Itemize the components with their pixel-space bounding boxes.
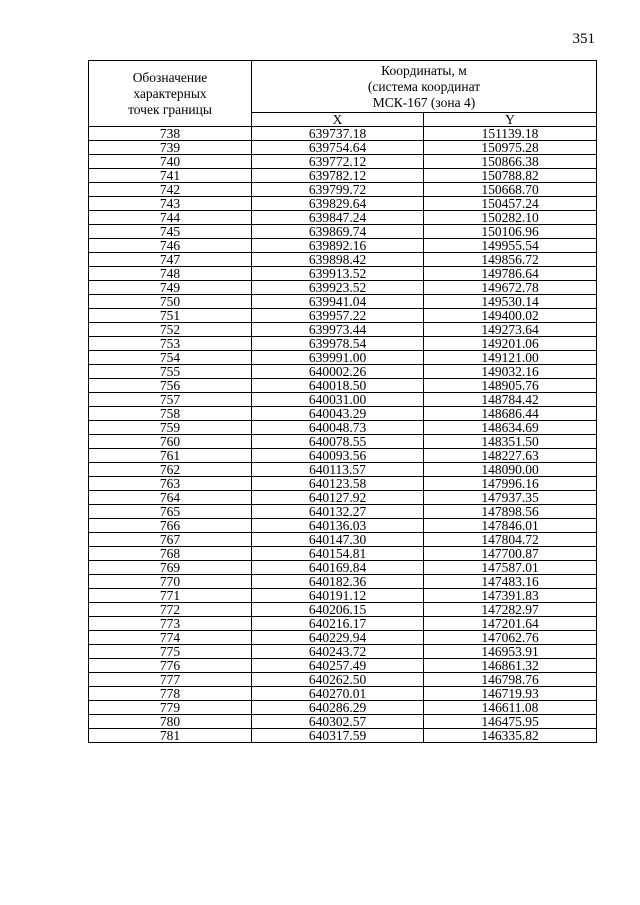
point-id-cell: 756 bbox=[89, 379, 252, 393]
x-coordinate-cell: 640243.72 bbox=[252, 645, 424, 659]
point-id-cell: 754 bbox=[89, 351, 252, 365]
point-id-cell: 764 bbox=[89, 491, 252, 505]
point-id-cell: 781 bbox=[89, 729, 252, 743]
coordinates-header bbox=[252, 61, 597, 113]
y-coordinate-cell: 149955.54 bbox=[424, 239, 597, 253]
point-id-cell: 743 bbox=[89, 197, 252, 211]
table-row bbox=[89, 141, 597, 155]
y-coordinate-cell: 147201.64 bbox=[424, 617, 597, 631]
point-id-cell: 758 bbox=[89, 407, 252, 421]
table-row bbox=[89, 309, 597, 323]
table-row bbox=[89, 379, 597, 393]
table-row bbox=[89, 407, 597, 421]
y-coordinate-cell: 148351.50 bbox=[424, 435, 597, 449]
x-coordinate-cell: 640031.00 bbox=[252, 393, 424, 407]
y-coordinate-cell: 149201.06 bbox=[424, 337, 597, 351]
point-id-cell: 772 bbox=[89, 603, 252, 617]
x-coordinate-cell: 640317.59 bbox=[252, 729, 424, 743]
point-id-cell: 739 bbox=[89, 141, 252, 155]
x-coordinate-cell: 639772.12 bbox=[252, 155, 424, 169]
point-id-cell: 767 bbox=[89, 533, 252, 547]
point-id-cell: 773 bbox=[89, 617, 252, 631]
point-id-cell: 757 bbox=[89, 393, 252, 407]
point-id-cell: 771 bbox=[89, 589, 252, 603]
y-coordinate-cell: 148634.69 bbox=[424, 421, 597, 435]
y-coordinate-cell: 146953.91 bbox=[424, 645, 597, 659]
y-coordinate-cell: 149786.64 bbox=[424, 267, 597, 281]
x-coordinate-cell: 640182.36 bbox=[252, 575, 424, 589]
x-coordinate-cell: 639754.64 bbox=[252, 141, 424, 155]
x-coordinate-cell: 640136.03 bbox=[252, 519, 424, 533]
coords-header-line: (система координат bbox=[367, 78, 481, 94]
y-coordinate-cell: 146798.76 bbox=[424, 673, 597, 687]
y-coordinate-cell: 148784.42 bbox=[424, 393, 597, 407]
point-id-cell: 746 bbox=[89, 239, 252, 253]
y-coordinate-cell: 148227.63 bbox=[424, 449, 597, 463]
y-coordinate-cell: 148905.76 bbox=[424, 379, 597, 393]
point-id-cell: 745 bbox=[89, 225, 252, 239]
point-header-line: Обозначение bbox=[132, 69, 208, 85]
x-coordinate-cell: 639847.24 bbox=[252, 211, 424, 225]
point-id-cell: 766 bbox=[89, 519, 252, 533]
x-coordinate-cell: 639923.52 bbox=[252, 281, 424, 295]
x-coordinate-cell: 639892.16 bbox=[252, 239, 424, 253]
y-coordinate-cell: 150282.10 bbox=[424, 211, 597, 225]
x-coordinate-cell: 640048.73 bbox=[252, 421, 424, 435]
x-coordinate-cell: 640270.01 bbox=[252, 687, 424, 701]
table-row bbox=[89, 701, 597, 715]
page-number: 351 bbox=[572, 31, 595, 47]
table-row bbox=[89, 239, 597, 253]
table-row bbox=[89, 631, 597, 645]
point-id-cell: 777 bbox=[89, 673, 252, 687]
x-coordinate-cell: 640002.26 bbox=[252, 365, 424, 379]
x-coordinate-cell: 640262.50 bbox=[252, 673, 424, 687]
point-id-cell: 744 bbox=[89, 211, 252, 225]
point-id-cell: 750 bbox=[89, 295, 252, 309]
y-coordinate-cell: 147996.16 bbox=[424, 477, 597, 491]
point-id-cell: 748 bbox=[89, 267, 252, 281]
y-column-header: Y bbox=[424, 113, 597, 127]
table-row bbox=[89, 183, 597, 197]
table-row bbox=[89, 463, 597, 477]
table-row bbox=[89, 589, 597, 603]
y-coordinate-cell: 149121.00 bbox=[424, 351, 597, 365]
table-row bbox=[89, 673, 597, 687]
x-coordinate-cell: 639978.54 bbox=[252, 337, 424, 351]
table-body bbox=[89, 127, 597, 743]
y-coordinate-cell: 149530.14 bbox=[424, 295, 597, 309]
y-coordinate-cell: 149032.16 bbox=[424, 365, 597, 379]
table-row bbox=[89, 393, 597, 407]
table-row bbox=[89, 197, 597, 211]
point-id-cell: 775 bbox=[89, 645, 252, 659]
x-coordinate-cell: 640206.15 bbox=[252, 603, 424, 617]
table-row bbox=[89, 533, 597, 547]
point-id-cell: 761 bbox=[89, 449, 252, 463]
y-coordinate-cell: 147483.16 bbox=[424, 575, 597, 589]
table-row bbox=[89, 211, 597, 225]
table-row bbox=[89, 127, 597, 141]
y-coordinate-cell: 147898.56 bbox=[424, 505, 597, 519]
point-id-cell: 747 bbox=[89, 253, 252, 267]
y-coordinate-cell: 150106.96 bbox=[424, 225, 597, 239]
point-header-line: точек границы bbox=[128, 101, 212, 117]
x-coordinate-cell: 639913.52 bbox=[252, 267, 424, 281]
x-coordinate-cell: 639991.00 bbox=[252, 351, 424, 365]
x-column-header: X bbox=[252, 113, 424, 127]
y-coordinate-cell: 150788.82 bbox=[424, 169, 597, 183]
y-coordinate-cell: 147062.76 bbox=[424, 631, 597, 645]
y-coordinate-cell: 146719.93 bbox=[424, 687, 597, 701]
y-coordinate-cell: 147587.01 bbox=[424, 561, 597, 575]
point-id-cell: 774 bbox=[89, 631, 252, 645]
point-id-cell: 759 bbox=[89, 421, 252, 435]
y-coordinate-cell: 146475.95 bbox=[424, 715, 597, 729]
x-coordinate-cell: 640113.57 bbox=[252, 463, 424, 477]
table-row bbox=[89, 729, 597, 743]
table-row bbox=[89, 519, 597, 533]
point-id-cell: 760 bbox=[89, 435, 252, 449]
x-coordinate-cell: 640286.29 bbox=[252, 701, 424, 715]
point-id-cell: 765 bbox=[89, 505, 252, 519]
y-coordinate-cell: 147937.35 bbox=[424, 491, 597, 505]
x-coordinate-cell: 640257.49 bbox=[252, 659, 424, 673]
y-coordinate-cell: 147282.97 bbox=[424, 603, 597, 617]
x-coordinate-cell: 639869.74 bbox=[252, 225, 424, 239]
x-coordinate-cell: 640078.55 bbox=[252, 435, 424, 449]
coords-header-line: Координаты, м bbox=[381, 62, 467, 78]
point-id-cell: 738 bbox=[89, 127, 252, 141]
table-row bbox=[89, 645, 597, 659]
table-row bbox=[89, 225, 597, 239]
x-coordinate-cell: 640018.50 bbox=[252, 379, 424, 393]
table-row bbox=[89, 687, 597, 701]
table-row bbox=[89, 155, 597, 169]
table-row bbox=[89, 715, 597, 729]
x-coordinate-cell: 640302.57 bbox=[252, 715, 424, 729]
point-designation-header bbox=[89, 61, 252, 127]
y-coordinate-cell: 149273.64 bbox=[424, 323, 597, 337]
x-coordinate-cell: 640123.58 bbox=[252, 477, 424, 491]
point-id-cell: 751 bbox=[89, 309, 252, 323]
table-row bbox=[89, 617, 597, 631]
y-coordinate-cell: 146335.82 bbox=[424, 729, 597, 743]
x-coordinate-cell: 640229.94 bbox=[252, 631, 424, 645]
y-coordinate-cell: 146861.32 bbox=[424, 659, 597, 673]
table-row bbox=[89, 253, 597, 267]
point-id-cell: 763 bbox=[89, 477, 252, 491]
x-coordinate-cell: 640147.30 bbox=[252, 533, 424, 547]
y-coordinate-cell: 147846.01 bbox=[424, 519, 597, 533]
point-id-cell: 776 bbox=[89, 659, 252, 673]
x-coordinate-cell: 639829.64 bbox=[252, 197, 424, 211]
table-row bbox=[89, 421, 597, 435]
point-id-cell: 770 bbox=[89, 575, 252, 589]
x-coordinate-cell: 639799.72 bbox=[252, 183, 424, 197]
point-id-cell: 779 bbox=[89, 701, 252, 715]
table-row bbox=[89, 547, 597, 561]
table-row bbox=[89, 491, 597, 505]
point-id-cell: 741 bbox=[89, 169, 252, 183]
point-header-line: характерных bbox=[133, 85, 207, 101]
y-coordinate-cell: 148686.44 bbox=[424, 407, 597, 421]
y-coordinate-cell: 151139.18 bbox=[424, 127, 597, 141]
y-coordinate-cell: 150457.24 bbox=[424, 197, 597, 211]
y-coordinate-cell: 146611.08 bbox=[424, 701, 597, 715]
x-coordinate-cell: 640127.92 bbox=[252, 491, 424, 505]
table-row bbox=[89, 281, 597, 295]
table-row bbox=[89, 351, 597, 365]
table-row bbox=[89, 505, 597, 519]
table-row bbox=[89, 323, 597, 337]
table-row bbox=[89, 603, 597, 617]
table-row bbox=[89, 435, 597, 449]
point-id-cell: 749 bbox=[89, 281, 252, 295]
table-row bbox=[89, 659, 597, 673]
x-coordinate-cell: 640216.17 bbox=[252, 617, 424, 631]
x-coordinate-cell: 640154.81 bbox=[252, 547, 424, 561]
y-coordinate-cell: 147804.72 bbox=[424, 533, 597, 547]
point-id-cell: 769 bbox=[89, 561, 252, 575]
y-coordinate-cell: 149400.02 bbox=[424, 309, 597, 323]
point-id-cell: 778 bbox=[89, 687, 252, 701]
y-coordinate-cell: 150975.28 bbox=[424, 141, 597, 155]
x-coordinate-cell: 639782.12 bbox=[252, 169, 424, 183]
point-id-cell: 780 bbox=[89, 715, 252, 729]
x-coordinate-cell: 639737.18 bbox=[252, 127, 424, 141]
x-coordinate-cell: 640191.12 bbox=[252, 589, 424, 603]
table-row bbox=[89, 575, 597, 589]
x-coordinate-cell: 640132.27 bbox=[252, 505, 424, 519]
coordinates-table bbox=[88, 60, 597, 743]
point-id-cell: 740 bbox=[89, 155, 252, 169]
y-coordinate-cell: 149856.72 bbox=[424, 253, 597, 267]
x-coordinate-cell: 640093.56 bbox=[252, 449, 424, 463]
table-row bbox=[89, 365, 597, 379]
table-row bbox=[89, 337, 597, 351]
table-row bbox=[89, 169, 597, 183]
y-coordinate-cell: 147700.87 bbox=[424, 547, 597, 561]
table-row bbox=[89, 561, 597, 575]
y-coordinate-cell: 150866.38 bbox=[424, 155, 597, 169]
coords-header-line: МСК-167 (зона 4) bbox=[372, 94, 476, 110]
y-coordinate-cell: 147391.83 bbox=[424, 589, 597, 603]
table-row bbox=[89, 449, 597, 463]
y-coordinate-cell: 149672.78 bbox=[424, 281, 597, 295]
point-id-cell: 752 bbox=[89, 323, 252, 337]
point-id-cell: 762 bbox=[89, 463, 252, 477]
table-row bbox=[89, 295, 597, 309]
x-coordinate-cell: 640169.84 bbox=[252, 561, 424, 575]
x-coordinate-cell: 639898.42 bbox=[252, 253, 424, 267]
point-id-cell: 755 bbox=[89, 365, 252, 379]
y-coordinate-cell: 150668.70 bbox=[424, 183, 597, 197]
x-coordinate-cell: 639973.44 bbox=[252, 323, 424, 337]
table-row bbox=[89, 267, 597, 281]
table-row bbox=[89, 477, 597, 491]
point-id-cell: 768 bbox=[89, 547, 252, 561]
x-coordinate-cell: 640043.29 bbox=[252, 407, 424, 421]
point-id-cell: 742 bbox=[89, 183, 252, 197]
point-id-cell: 753 bbox=[89, 337, 252, 351]
y-coordinate-cell: 148090.00 bbox=[424, 463, 597, 477]
x-coordinate-cell: 639957.22 bbox=[252, 309, 424, 323]
x-coordinate-cell: 639941.04 bbox=[252, 295, 424, 309]
